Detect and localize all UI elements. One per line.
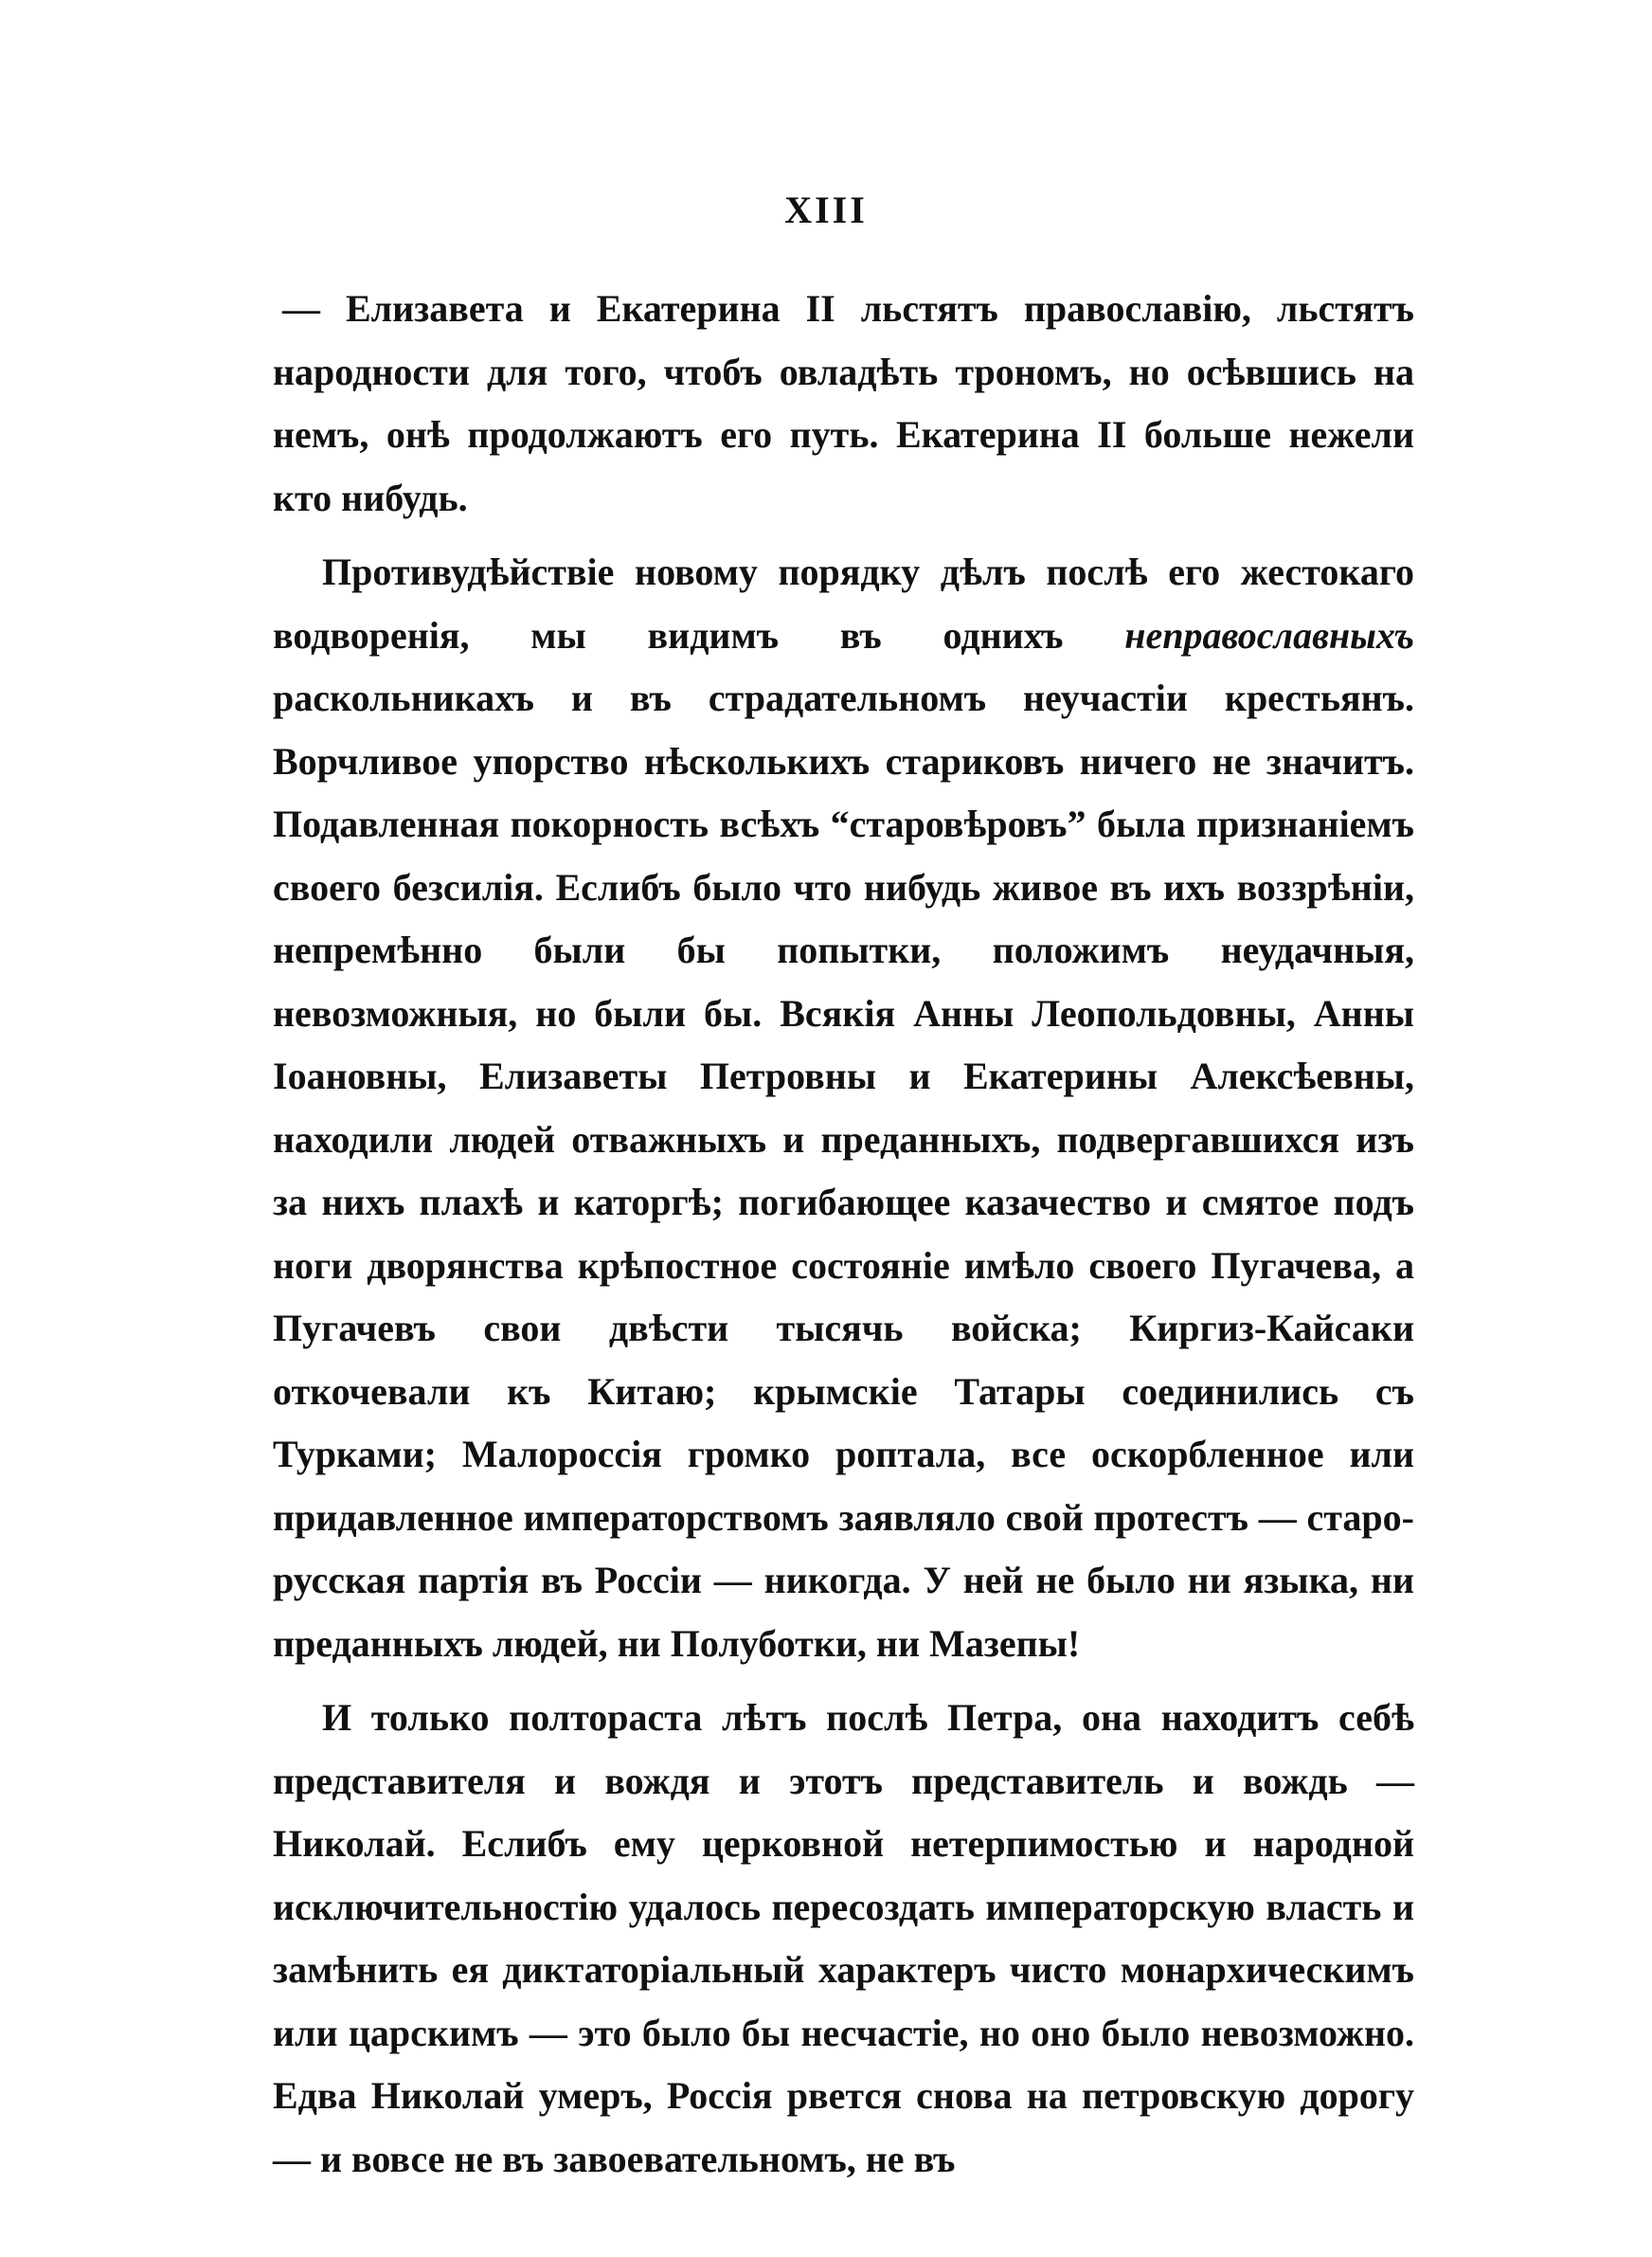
paragraph-2-rest: раскольникахъ и въ страдательномъ неучастіи крестьянъ. Ворчливое упорство нѣсколькихъ стариковъ ничего не значитъ. Подавленная покорность всѣхъ “старовѣровъ” была признаніемъ своего безсилія. Еслибъ было что нибудь живое въ ихъ воззрѣніи, непремѣнно были бы попытки, положимъ неудачныя, невозможныя, но были бы. Всякія Анны Леопольдовны, Анны Іоановны, Елизаветы Петровны и Екатерины Алексѣевны, находили людей отважныхъ и преданныхъ, подвергавшихся изъ за нихъ плахѣ и каторгѣ; погибающее казачество и смятое подъ ноги дворянства крѣпостное состояніе имѣло своего Пугачева, а Пугачевъ свои двѣсти тысячь войска; Киргиз-Кайсаки откочевали къ Китаю; крымскіе Татары соединились съ Турками; Малороссія громко роптала, все оскорбленное или придавленное императорствомъ заявляло свой протестъ — старо-русская партія въ Россіи — никогда. У ней не было ни языка, ни преданныхъ людей, ни Полуботки, ни Мазепы! <box>273 677 1414 1665</box>
body-text <box>273 278 1414 2191</box>
page-number: XIII <box>784 189 868 231</box>
paragraph-2 <box>273 541 1414 1675</box>
italic-emphasis: неправославныхъ <box>1124 613 1414 657</box>
paragraph-1: — Елизавета и Екатерина II льстятъ православію, льстятъ народности для того, чтобъ овладѣть трономъ, но осѣвшись на немъ, онѣ продолжаютъ его путь. Екатерина II больше нежели кто нибудь. <box>273 287 1414 519</box>
paragraph-2-start: Противудѣйствіе новому порядку дѣлъ послѣ его жестокаго водворенія, мы видимъ въ однихъ <box>273 551 1414 657</box>
paragraph-3: И только полтораста лѣтъ послѣ Петра, она находитъ себѣ представителя и вождя и этотъ представитель и вождь — Николай. Еслибъ ему церковной нетерпимостью и народной исключительностію удалось пересоздать императорскую власть и замѣнить ея диктаторіальный характеръ чисто монархическимъ или царскимъ — это было бы несчастіе, но оно было невозможно. Едва Николай умеръ, Россія рвется снова на петровскую дорогу — и вовсе не въ завоевательномъ, не въ <box>273 1696 1414 2180</box>
